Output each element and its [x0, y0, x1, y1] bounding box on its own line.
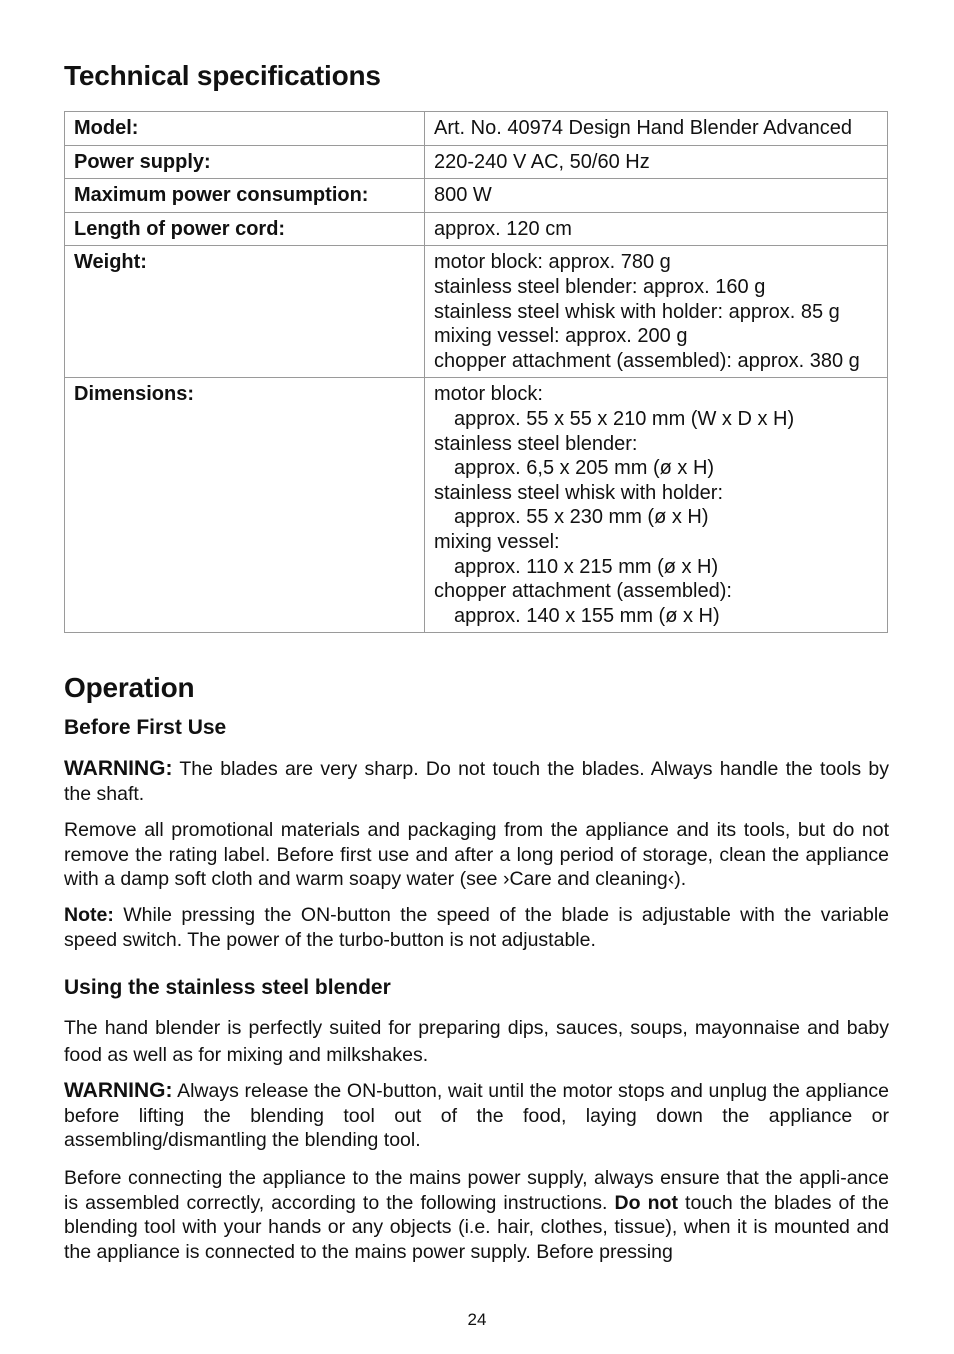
- page-number: 24: [467, 1310, 487, 1329]
- paragraph-text: touch the blades of the blending tool with your hands or any objects (i.e. hair, clothes, tissue), when it is mounted and the appliance is connected to the mains power supply. Before pressing: [64, 1191, 890, 1263]
- dimension-name: mixing vessel:: [434, 530, 560, 553]
- warning-label: WARNING:: [64, 757, 173, 780]
- spec-label: Dimensions:: [65, 378, 425, 633]
- weight-line: mixing vessel: approx. 200 g: [434, 325, 688, 348]
- dimension-name: chopper attachment (assembled):: [434, 580, 732, 603]
- spec-value-weight: [425, 246, 888, 378]
- warning-text: Always release the ON-button, wait until the motor stops and unplug the appliance before lifting the blending tool out of the food, laying down the appliance or assembling/dismantling the blending tool.: [64, 1080, 889, 1152]
- dimension-value: approx. 55 x 55 x 210 mm (W x D x H): [454, 407, 795, 430]
- spec-value: Art. No. 40974 Design Hand Blender Advanced: [425, 112, 888, 146]
- table-row: [65, 246, 888, 378]
- before-connecting-paragraph: [64, 1166, 889, 1264]
- table-row: [65, 212, 888, 246]
- spec-label: Maximum power consumption:: [65, 179, 425, 213]
- table-row: [65, 179, 888, 213]
- spec-label: Length of power cord:: [65, 212, 425, 246]
- warning-text: The blades are very sharp. Do not touch the blades. Always handle the tools by the shaft.: [64, 758, 889, 805]
- using-blender-heading: Using the stainless steel blender: [64, 976, 391, 999]
- spec-label: Weight:: [65, 246, 425, 378]
- dimension-value: approx. 6,5 x 205 mm (ø x H): [454, 457, 715, 480]
- weight-line: stainless steel blender: approx. 160 g: [434, 275, 766, 298]
- dimension-value: approx. 110 x 215 mm (ø x H): [454, 555, 719, 578]
- specifications-table: [64, 111, 888, 633]
- before-first-use-heading: Before First Use: [64, 716, 227, 739]
- dimension-name: stainless steel blender:: [434, 432, 638, 455]
- spec-value: 220-240 V AC, 50/60 Hz: [425, 145, 888, 179]
- weight-line: stainless steel whisk with holder: approx. 85 g: [434, 300, 840, 323]
- weight-line: motor block: approx. 780 g: [434, 251, 671, 274]
- note-text: While pressing the ON-button the speed of the blade is adjustable with the variable speed switch. The power of the turbo-button is not adjustable.: [64, 904, 889, 951]
- table-row: [65, 378, 888, 633]
- remove-packaging-paragraph: Remove all promotional materials and packaging from the appliance and its tools, but do not remove the rating label. Before first use and after a long period of storage, clean the appliance with a damp soft cloth and warm soapy water (see ›Care and cleaning‹).: [64, 819, 889, 891]
- table-row: [65, 112, 888, 146]
- dimension-value: approx. 55 x 230 mm (ø x H): [454, 506, 709, 529]
- weight-line: chopper attachment (assembled): approx. 380 g: [434, 349, 860, 372]
- dimension-name: motor block:: [434, 383, 543, 406]
- do-not-emphasis: Do not: [614, 1191, 678, 1214]
- paragraph-text: Before connecting the appliance to the mains power supply, always ensure that the appli-ance is assembled correctly, according to the following instructions.: [64, 1167, 889, 1214]
- spec-label: Model:: [65, 112, 425, 146]
- spec-value-dimensions: [425, 378, 888, 633]
- operation-heading: Operation: [64, 672, 195, 703]
- technical-specifications-heading: Technical specifications: [64, 60, 381, 91]
- dimension-name: stainless steel whisk with holder:: [434, 481, 724, 504]
- warning-paragraph: [64, 757, 889, 806]
- suited-paragraph: The hand blender is perfectly suited for preparing dips, sauces, soups, mayonnaise and baby food as well as for mixing and milkshakes.: [64, 1017, 889, 1066]
- spec-label: Power supply:: [65, 145, 425, 179]
- dimension-value: approx. 140 x 155 mm (ø x H): [454, 604, 720, 627]
- table-row: [65, 145, 888, 179]
- warning-label: WARNING:: [64, 1079, 173, 1102]
- spec-value: 800 W: [425, 179, 888, 213]
- note-label: Note:: [64, 904, 114, 926]
- note-paragraph: [64, 903, 889, 952]
- spec-value: approx. 120 cm: [425, 212, 888, 246]
- warning-paragraph: [64, 1079, 889, 1153]
